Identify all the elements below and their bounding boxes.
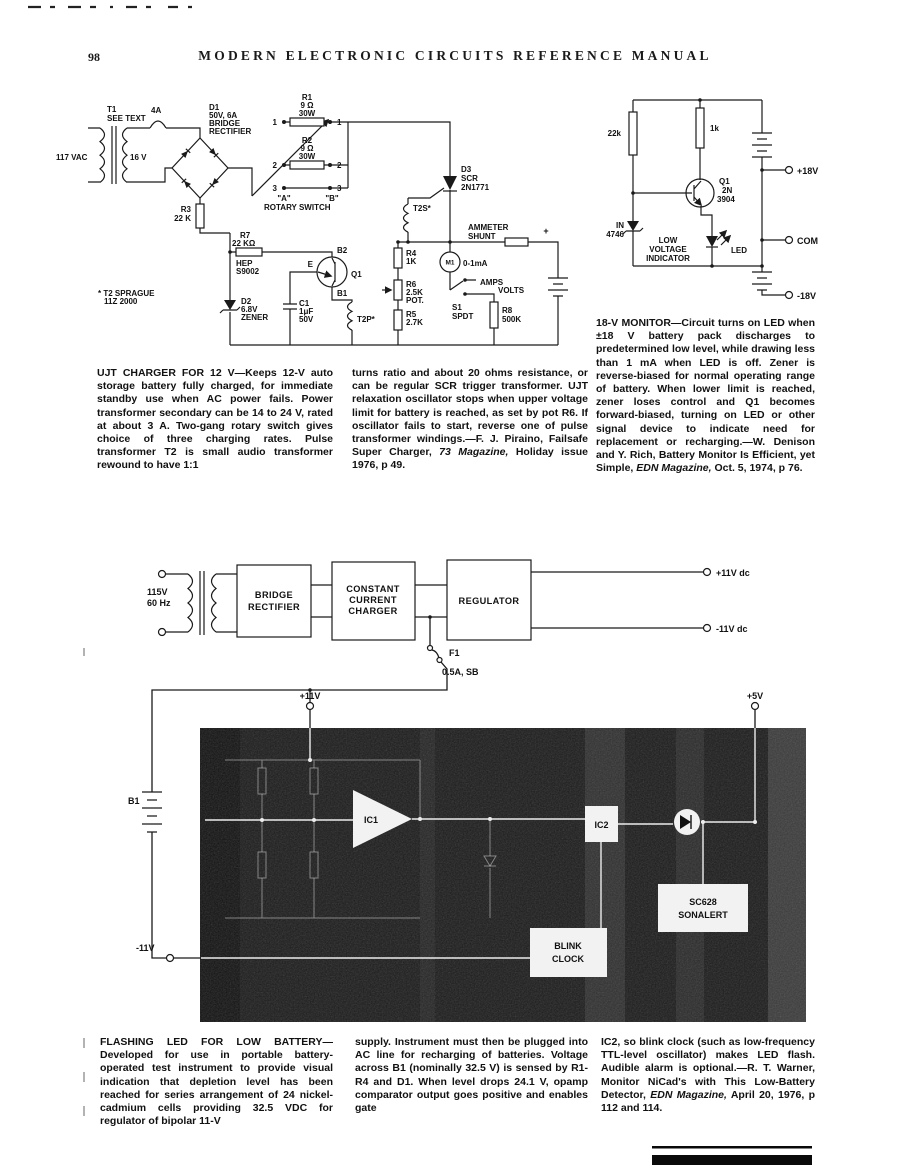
capacitor-c1 [283,304,297,309]
resistor-r4 [394,248,402,268]
label-low: LOW [658,236,678,245]
label-fuse-4a: 4A [151,106,162,115]
label-charger: CHARGER [348,606,398,616]
label-22k: 22k [607,129,621,138]
label-d2-value: 6.8V [241,305,258,314]
flasher-caption-col3-journal: EDN Magazine, [650,1088,727,1101]
sonalert-block [658,884,748,932]
resistor-r5 [394,310,402,330]
label-plus18v: +18V [797,166,819,176]
resistor-r8 [490,302,498,328]
label-shunt: SHUNT [468,232,496,241]
label-sonalert: SONALERT [678,910,728,920]
scan-artifact-bar-thin [652,1146,812,1149]
flasher-caption-col3-text: IC2, so blink clock (such as low-frequency TTL-level oscillator) makes LED flash. Audible alarm is optional.—R. T. Warner, Monitor NiCad's with This Low-Battery Detector, [601,1036,815,1101]
ujt-caption-col2-text: turns ratio and about 20 ohms resistance, or can be regular SCR trigger transformer. UJT relaxation oscillator stops when upper voltage limit for battery is reached, as set by pot R6. If oscillator fails to start, reverse one of pulse transformer windings.—F. J. Piraino, Failsafe Super Charger, [352,367,588,459]
label-minus11vdc: -11V dc [716,624,748,634]
label-r1-ohms: 9 Ω [300,101,314,110]
label-rectifier: RECTIFIER [247,602,301,612]
t1-primary-coil [100,128,105,182]
label-60hz: 60 Hz [147,598,171,608]
label-contact-3r: 3 [337,184,342,193]
zener-d2-symbol [224,300,236,310]
label-b1: B1 [337,289,348,298]
resistor-1k [696,108,704,148]
label-voltage: VOLTAGE [649,245,687,254]
pot-r6 [394,280,402,300]
label-contact-1l: 1 [272,118,277,127]
label-r2: R2 [301,136,313,145]
rotary-switch-wiper-arrow [252,120,328,196]
label-r4: R4 [406,249,417,258]
label-r6: R6 [406,280,417,289]
page-number: 98 [88,50,100,64]
label-fuse-rating: 0.5A, SB [442,667,479,677]
label-d2-zener: ZENER [241,313,269,322]
monitor-caption-text: 18-V MONITOR—Circuit turns on LED when ±18 V battery pack discharges to predetermined low level, while drawing less than 1 mA when LED is off. Zener is reverse-biased for normal operating range of battery. When lower limit is reached, zener loses control and Q1 becomes forward-biased, turning on LED or other signal device to indicate need for replacement or recharging.—W. Denison and Y. Rich, Battery Monitor Is Efficient, yet Simple, [596,317,815,475]
label-r2-ohms: 9 Ω [300,144,314,153]
label-plus11vdc: +11V dc [716,568,750,578]
label-1k: 1k [710,124,719,133]
label-q1-2n: 2N [722,186,733,195]
battery-plates [548,278,568,296]
label-d1: D1 [209,103,220,112]
label-r6-value: 2.5K [406,288,423,297]
resistor-r3 [196,204,204,228]
label-b2: B2 [337,246,348,255]
fuse-f1-curve [432,650,439,658]
monitor-caption [596,317,815,475]
zener-in4746-symbol [627,221,639,231]
ujt-caption-col1: UJT CHARGER FOR 12 V—Keeps 12-V auto storage battery fully charged, for immediate standby use when AC power fails. Power transformer secondary can be 14 to 24 V, rated at about 3 A. Two-gang rotary switch gives choice of three charging rates. Pulse transformer T2 is small audio transformer rewound to have 1:1 [97,367,333,472]
label-q1-3904: 3904 [717,195,735,204]
label-r7-value: 22 KΩ [232,239,256,248]
node-plus5 [752,703,759,710]
flasher-caption-col3-cite: April 20, 1976, p 112 and 114. [601,1088,815,1115]
label-contact-1r: 1 [337,118,342,127]
ujt-caption-col2 [352,367,588,473]
led-arrow-2 [721,236,730,245]
label-zener-4746: 4746 [606,230,624,239]
page-header: MODERN ELECTRONIC CIRCUITS REFERENCE MANUAL [198,48,712,63]
label-r1: R1 [301,93,313,102]
fuse-symbol [150,121,166,128]
resistor-r2 [290,161,324,169]
input-transformer-secondary [212,574,217,632]
label-s1: S1 [452,303,462,312]
label-meter-range: 0-1mA [463,259,488,268]
label-battery-plus: + [543,226,549,236]
output-terminal-minus11 [704,625,711,632]
t2p-coil [348,302,353,330]
flasher-caption-col2: supply. Instrument must then be plugged into AC line for recharging of batteries. Voltage across B1 (nominally 32.5 V) is sensed by R1-R4 and D1. When level drops 24.1 V, opamp comparator output goes positive and enables gate [355,1036,588,1115]
label-t2-note: * T2 SPRAGUE [98,289,155,298]
label-r5: R5 [406,310,417,319]
label-t1: T1 [107,105,117,114]
label-c1-value: 1μF [299,307,314,316]
label-ic1: IC1 [363,815,379,825]
label-r4-value: 1K [406,257,417,266]
flasher-caption-col3 [601,1036,815,1115]
label-m1: M1 [445,259,455,267]
label-sc628: SC628 [689,897,717,907]
resistor-22k [629,112,637,155]
label-d3-part: 2N1771 [461,183,490,192]
terminal-minus18 [786,292,793,299]
label-r6-pot: POT. [406,296,424,305]
label-zener-in: IN [616,221,624,230]
flasher-schematic [128,691,806,1022]
photo-grain [200,728,806,1022]
scr-d3-symbol [443,176,457,190]
terminal-plus18 [786,167,793,174]
label-t1-note: SEE TEXT [107,114,146,123]
blink-clock-block [530,928,607,977]
label-rotary-switch: ROTARY SWITCH [264,203,331,212]
label-r3-value: 22 K [174,214,191,223]
label-ammeter: AMMETER [468,223,509,232]
label-16v: 16 V [130,153,147,162]
fuse-clip-top [428,646,433,651]
label-plus5v: +5V [746,691,764,701]
label-c1: C1 [299,299,310,308]
led-arrow-1 [717,231,726,240]
label-e: E [307,260,313,269]
label-ic2: IC2 [594,820,609,830]
label-r8: R8 [502,306,513,315]
label-r1-watts: 30W [298,109,316,118]
label-r5-value: 2.7K [406,318,423,327]
t1-secondary-coil [123,128,128,182]
label-r8-value: 500K [502,315,522,324]
label-f1: F1 [449,648,460,658]
label-r7: R7 [240,231,251,240]
ujt-caption-col2-journal: 73 Magazine, [439,446,509,459]
led-symbol [706,236,718,247]
label-plus11v: +11V [299,691,321,701]
label-regulator: REGULATOR [458,596,520,606]
output-terminal-plus11 [704,569,711,576]
input-transformer-core [200,571,204,635]
label-d3: D3 [461,165,472,174]
ammeter-shunt-resistor [505,238,528,246]
battery-b1-plates [142,792,162,832]
label-d2: D2 [241,297,252,306]
label-115v: 115V [147,587,168,597]
label-gang-a: "A" [277,194,291,203]
input-terminal-bottom [159,629,166,636]
ujt-charger-schematic [56,93,568,345]
label-t2-part: 11Z 2000 [104,297,138,306]
ujt-caption-col2-cite: Holiday issue 1976, p 49. [352,446,588,472]
label-d1-rectifier: RECTIFIER [209,127,252,136]
label-volts: VOLTS [498,286,525,295]
label-contact-2l: 2 [272,161,277,170]
scan-artifact-bar-thick [652,1155,812,1165]
t2s-coil [404,204,409,232]
label-q1: Q1 [351,270,362,279]
t1-core [112,126,116,184]
label-r2-watts: 30W [298,152,316,161]
input-terminal-top [159,571,166,578]
label-clock: CLOCK [552,954,584,964]
label-q1: Q1 [719,177,730,186]
label-t2s: T2S* [413,204,431,213]
label-d3-scr: SCR [461,174,478,183]
label-c1-volts: 50V [299,315,314,324]
bridge-rectifier-diamond [172,138,228,198]
monitor-caption-journal: EDN Magazine, [636,462,712,475]
label-current: CURRENT [349,595,397,605]
bridge-rectifier-block [237,565,311,637]
label-hep-part: S9002 [236,267,260,276]
label-minus11v: -11V [136,943,155,953]
label-contact-3l: 3 [272,184,277,193]
monitor-18v-schematic [606,98,818,301]
label-contact-2r: 2 [337,161,342,170]
node-plus11 [307,703,314,710]
resistor-r7 [236,248,262,256]
label-minus18v: -18V [797,291,817,301]
label-t2p: T2P* [357,315,375,324]
label-com: COM [797,236,818,246]
input-transformer-primary [188,574,193,632]
label-d1-rating: 50V, 6A [209,111,238,120]
terminal-com [786,237,793,244]
ujt-q1-symbol [317,257,347,287]
resistor-r1 [290,118,324,126]
label-blink: BLINK [554,941,582,951]
node-minus11 [167,955,174,962]
fuse-clip-bottom [437,658,442,663]
label-bridge: BRIDGE [254,590,294,600]
label-r3: R3 [180,205,191,214]
label-117vac: 117 VAC [56,153,88,162]
label-d1-bridge: BRIDGE [209,119,241,128]
label-b1: B1 [128,796,140,806]
flasher-caption-col1: FLASHING LED FOR LOW BATTERY—Developed for use in portable battery-operated test instrument to provide visual indication that depletion level has been reached for series arrangement of 24 nickel-cadmium cells providing 32.5 VDC for regulator of bipolar 11-V [100,1036,333,1128]
label-led: LED [731,246,747,255]
label-indicator: INDICATOR [646,254,690,263]
label-amps: AMPS [480,278,504,287]
label-hep: HEP [236,259,253,268]
label-constant: CONSTANT [346,584,400,594]
monitor-caption-cite: Oct. 5, 1974, p 76. [711,462,803,475]
label-spdt: SPDT [452,312,474,321]
label-gang-b: "B" [325,194,339,203]
